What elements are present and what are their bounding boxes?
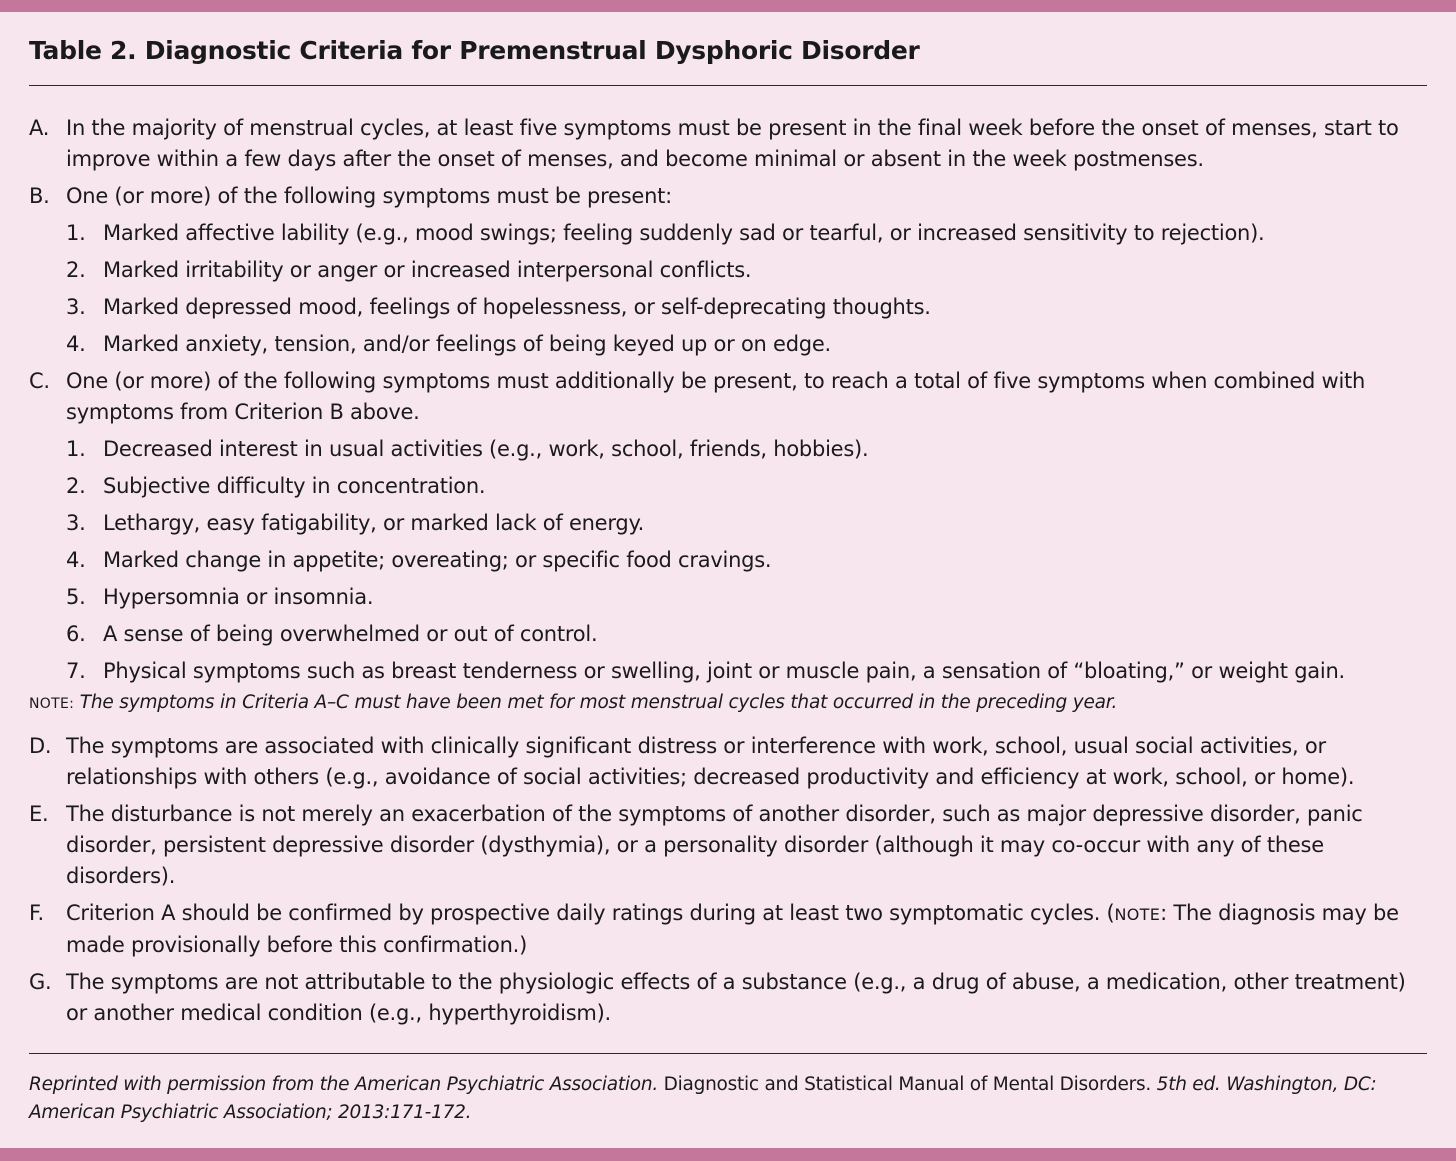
citation-publication: 5th ed. Washington, DC: American Psychiatric Association; 2013:171-172. [29,1074,1377,1123]
item-text: Marked irritability or anger or increased interpersonal conflicts. [103,258,752,282]
criterion-a [29,113,1427,175]
item-text: A sense of being overwhelmed or out of control. [103,622,598,646]
criterion-f-text-end: : The diagnosis may be made provisionally before this confirmation.) [66,901,1399,957]
criterion-letter: C. [29,369,50,393]
item-number: 2. [66,474,86,498]
criterion-c-item-7 [29,656,1427,687]
criterion-text: One (or more) of the following symptoms must be present: [66,184,672,208]
item-number: 6. [66,622,86,646]
criterion-c [29,366,1427,428]
criterion-d [29,731,1427,793]
criterion-c-item-4 [29,545,1427,576]
item-number: 1. [66,221,86,245]
criterion-b-item-1 [29,218,1427,249]
item-text: Marked change in appetite; overeating; or specific food cravings. [103,548,772,572]
citation-permission: Reprinted with permission from the American Psychiatric Association. [29,1074,658,1095]
criterion-b-item-2 [29,255,1427,286]
footer-divider [29,1053,1427,1054]
item-text: Physical symptoms such as breast tenderness or swelling, joint or muscle pain, a sensation of “bloating,” or weight gain. [103,659,1345,683]
table-panel [29,12,1427,1035]
note-label: NOTE: [29,696,75,712]
title-divider [29,85,1427,86]
criteria-list [29,113,1427,1029]
item-text: Hypersomnia or insomnia. [103,585,374,609]
top-color-band [0,0,1456,12]
criterion-text: In the majority of menstrual cycles, at least five symptoms must be present in the final week before the onset of menses, start to improve within a few days after the onset of menses, and become minimal or absent in the week postmenses. [66,116,1399,171]
note-text: The symptoms in Criteria A–C must have been met for most menstrual cycles that occurred in the preceding year. [79,692,1118,713]
criterion-letter: E. [29,802,49,826]
item-number: 4. [66,332,86,356]
criterion-b-item-3 [29,292,1427,323]
criterion-letter: D. [29,734,52,758]
criterion-f-text-start: Criterion A should be confirmed by prospective daily ratings during at least two symptomatic cycles. ( [66,901,1115,925]
criterion-text [66,901,1399,957]
criterion-letter: G. [29,970,52,994]
criterion-f [29,898,1427,961]
item-number: 3. [66,511,86,535]
criterion-letter: B. [29,184,50,208]
inline-note-label: NOTE [1114,905,1161,924]
item-text: Lethargy, easy fatigability, or marked lack of energy. [103,511,645,535]
citation-book-title: Diagnostic and Statistical Manual of Mental Disorders. [657,1074,1152,1095]
criterion-text: The symptoms are not attributable to the physiologic effects of a substance (e.g., a drug of abuse, a medication, other treatment) or another medical condition (e.g., hyperthyroidism). [66,970,1406,1025]
criterion-letter: F. [29,901,44,925]
item-text: Marked depressed mood, feelings of hopelessness, or self-deprecating thoughts. [103,295,931,319]
item-number: 7. [66,659,86,683]
item-text: Marked anxiety, tension, and/or feelings of being keyed up or on edge. [103,332,831,356]
source-citation [29,1071,1427,1127]
criterion-text: The symptoms are associated with clinically significant distress or interference with work, school, usual social activities, or relationships with others (e.g., avoidance of social activities; decreased productivity and efficiency at work, school, or home). [66,734,1355,789]
item-number: 5. [66,585,86,609]
criterion-text: One (or more) of the following symptoms must additionally be present, to reach a total of five symptoms when combined with symptoms from Criterion B above. [66,369,1366,424]
criterion-c-item-5 [29,582,1427,613]
criteria-note [29,689,1427,718]
criterion-c-item-3 [29,508,1427,539]
criterion-c-item-1 [29,434,1427,465]
criterion-text: The disturbance is not merely an exacerbation of the symptoms of another disorder, such as major depressive disorder, panic disorder, persistent depressive disorder (dysthymia), or a personality disorder (although it may co-occur with any of these disorders). [66,802,1363,888]
bottom-color-band [0,1148,1456,1161]
criterion-b [29,181,1427,212]
item-text: Subjective difficulty in concentration. [103,474,486,498]
item-text: Decreased interest in usual activities (e.g., work, school, friends, hobbies). [103,437,869,461]
item-number: 2. [66,258,86,282]
criterion-e [29,799,1427,892]
table-title: Table 2. Diagnostic Criteria for Premenstrual Dysphoric Disorder [29,36,920,65]
criterion-b-item-4 [29,329,1427,360]
criterion-letter: A. [29,116,50,140]
item-number: 1. [66,437,86,461]
criterion-c-item-2 [29,471,1427,502]
criterion-c-item-6 [29,619,1427,650]
item-number: 3. [66,295,86,319]
item-number: 4. [66,548,86,572]
item-text: Marked affective lability (e.g., mood swings; feeling suddenly sad or tearful, or increased sensitivity to rejection). [103,221,1265,245]
criterion-g [29,967,1427,1029]
